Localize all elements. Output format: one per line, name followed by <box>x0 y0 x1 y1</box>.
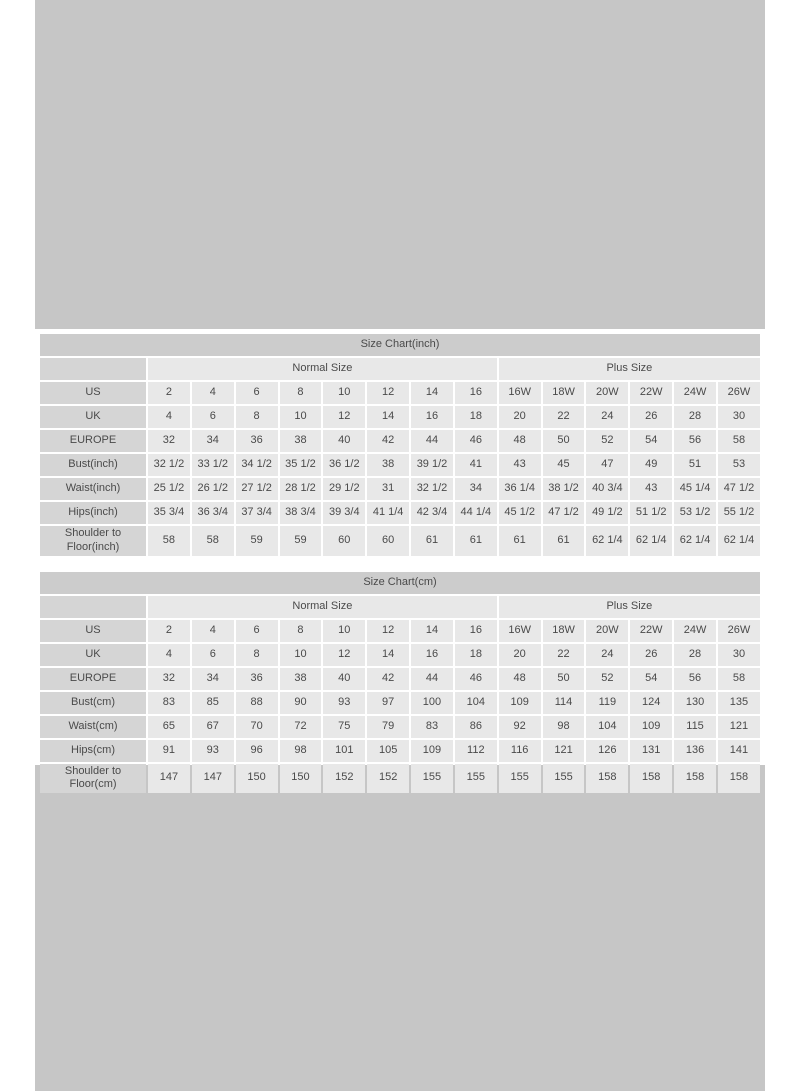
size-value-cell: 34 1/2 <box>236 454 278 476</box>
size-value-cell: 34 <box>192 668 234 690</box>
size-value-cell: 24 <box>586 644 628 666</box>
size-value-cell: 109 <box>411 740 453 762</box>
row-label: Bust(cm) <box>40 692 146 714</box>
size-value-cell: 51 <box>674 454 716 476</box>
size-value-cell: 27 1/2 <box>236 478 278 500</box>
group-header-row <box>40 596 760 618</box>
size-value-cell: 85 <box>192 692 234 714</box>
size-value-cell: 28 <box>674 644 716 666</box>
size-value-cell: 152 <box>323 764 365 794</box>
size-value-cell: 12 <box>367 620 409 642</box>
size-chart-section <box>35 329 765 791</box>
size-value-cell: 131 <box>630 740 672 762</box>
size-value-cell: 58 <box>718 430 760 452</box>
size-value-cell: 59 <box>236 526 278 556</box>
size-value-cell: 8 <box>236 644 278 666</box>
size-value-cell: 14 <box>411 382 453 404</box>
size-value-cell: 34 <box>192 430 234 452</box>
size-value-cell: 30 <box>718 644 760 666</box>
size-value-cell: 112 <box>455 740 497 762</box>
size-value-cell: 93 <box>192 740 234 762</box>
table-row <box>40 764 760 794</box>
size-value-cell: 24W <box>674 382 716 404</box>
size-value-cell: 12 <box>323 406 365 428</box>
size-value-cell: 10 <box>323 382 365 404</box>
size-value-cell: 4 <box>192 620 234 642</box>
size-value-cell: 22 <box>543 406 585 428</box>
size-value-cell: 41 <box>455 454 497 476</box>
row-label: Hips(inch) <box>40 502 146 524</box>
size-value-cell: 86 <box>455 716 497 738</box>
size-value-cell: 65 <box>148 716 190 738</box>
size-value-cell: 158 <box>630 764 672 794</box>
table-row <box>40 620 760 642</box>
table-row <box>40 382 760 404</box>
size-value-cell: 26 <box>630 406 672 428</box>
size-value-cell: 53 1/2 <box>674 502 716 524</box>
size-value-cell: 26W <box>718 382 760 404</box>
size-value-cell: 45 1/2 <box>499 502 541 524</box>
size-value-cell: 58 <box>148 526 190 556</box>
size-value-cell: 38 <box>367 454 409 476</box>
size-value-cell: 114 <box>543 692 585 714</box>
size-value-cell: 75 <box>323 716 365 738</box>
table-row <box>40 716 760 738</box>
size-value-cell: 96 <box>236 740 278 762</box>
size-value-cell: 16W <box>499 620 541 642</box>
table-row <box>40 478 760 500</box>
size-value-cell: 20W <box>586 620 628 642</box>
size-value-cell: 38 3/4 <box>280 502 322 524</box>
size-value-cell: 47 <box>586 454 628 476</box>
size-value-cell: 32 <box>148 430 190 452</box>
size-value-cell: 18W <box>543 382 585 404</box>
size-value-cell: 54 <box>630 668 672 690</box>
size-value-cell: 35 1/2 <box>280 454 322 476</box>
size-value-cell: 79 <box>367 716 409 738</box>
size-value-cell: 45 1/4 <box>674 478 716 500</box>
size-value-cell: 83 <box>148 692 190 714</box>
size-value-cell: 56 <box>674 430 716 452</box>
size-value-cell: 45 <box>543 454 585 476</box>
size-value-cell: 32 1/2 <box>411 478 453 500</box>
size-value-cell: 47 1/2 <box>543 502 585 524</box>
size-value-cell: 60 <box>367 526 409 556</box>
size-value-cell: 92 <box>499 716 541 738</box>
size-value-cell: 25 1/2 <box>148 478 190 500</box>
size-value-cell: 4 <box>192 382 234 404</box>
size-value-cell: 10 <box>280 644 322 666</box>
table-title-row <box>40 334 760 356</box>
size-value-cell: 35 3/4 <box>148 502 190 524</box>
size-value-cell: 14 <box>367 406 409 428</box>
size-value-cell: 52 <box>586 668 628 690</box>
size-value-cell: 62 1/4 <box>674 526 716 556</box>
size-value-cell: 67 <box>192 716 234 738</box>
size-value-cell: 18 <box>455 406 497 428</box>
row-label: Waist(inch) <box>40 478 146 500</box>
size-value-cell: 109 <box>499 692 541 714</box>
size-value-cell: 147 <box>192 764 234 794</box>
size-value-cell: 55 1/2 <box>718 502 760 524</box>
size-value-cell: 22W <box>630 620 672 642</box>
size-value-cell: 12 <box>367 382 409 404</box>
size-value-cell: 22W <box>630 382 672 404</box>
size-value-cell: 38 1/2 <box>543 478 585 500</box>
size-value-cell: 8 <box>280 382 322 404</box>
size-value-cell: 62 1/4 <box>630 526 672 556</box>
size-value-cell: 56 <box>674 668 716 690</box>
table-row <box>40 406 760 428</box>
size-value-cell: 14 <box>411 620 453 642</box>
size-value-cell: 105 <box>367 740 409 762</box>
size-value-cell: 36 3/4 <box>192 502 234 524</box>
size-value-cell: 40 3/4 <box>586 478 628 500</box>
size-value-cell: 147 <box>148 764 190 794</box>
size-value-cell: 22 <box>543 644 585 666</box>
size-value-cell: 18W <box>543 620 585 642</box>
size-value-cell: 58 <box>718 668 760 690</box>
size-value-cell: 6 <box>192 644 234 666</box>
size-value-cell: 29 1/2 <box>323 478 365 500</box>
size-value-cell: 50 <box>543 668 585 690</box>
size-value-cell: 24 <box>586 406 628 428</box>
group-header-row <box>40 358 760 380</box>
size-value-cell: 52 <box>586 430 628 452</box>
size-value-cell: 155 <box>543 764 585 794</box>
size-value-cell: 8 <box>236 406 278 428</box>
group-header-spacer <box>40 596 146 618</box>
size-value-cell: 31 <box>367 478 409 500</box>
size-value-cell: 32 <box>148 668 190 690</box>
size-value-cell: 152 <box>367 764 409 794</box>
size-value-cell: 32 1/2 <box>148 454 190 476</box>
size-value-cell: 42 <box>367 668 409 690</box>
size-value-cell: 6 <box>236 382 278 404</box>
size-value-cell: 62 1/4 <box>586 526 628 556</box>
size-value-cell: 98 <box>280 740 322 762</box>
size-value-cell: 72 <box>280 716 322 738</box>
size-value-cell: 62 1/4 <box>718 526 760 556</box>
size-chart-cm-table <box>38 570 762 796</box>
size-value-cell: 158 <box>674 764 716 794</box>
size-value-cell: 18 <box>455 644 497 666</box>
group-header-normal-size: Normal Size <box>148 358 497 380</box>
size-value-cell: 155 <box>411 764 453 794</box>
table-row <box>40 692 760 714</box>
row-label: US <box>40 382 146 404</box>
row-label: EUROPE <box>40 668 146 690</box>
size-value-cell: 26 <box>630 644 672 666</box>
size-chart-inch-table <box>38 332 762 558</box>
size-value-cell: 101 <box>323 740 365 762</box>
row-label: UK <box>40 644 146 666</box>
size-value-cell: 83 <box>411 716 453 738</box>
size-value-cell: 48 <box>499 668 541 690</box>
size-value-cell: 61 <box>455 526 497 556</box>
size-value-cell: 150 <box>280 764 322 794</box>
size-value-cell: 37 3/4 <box>236 502 278 524</box>
size-value-cell: 98 <box>543 716 585 738</box>
size-value-cell: 20 <box>499 644 541 666</box>
size-value-cell: 54 <box>630 430 672 452</box>
size-value-cell: 59 <box>280 526 322 556</box>
size-value-cell: 126 <box>586 740 628 762</box>
table-row <box>40 502 760 524</box>
size-value-cell: 155 <box>455 764 497 794</box>
size-value-cell: 8 <box>280 620 322 642</box>
table-row <box>40 430 760 452</box>
size-value-cell: 58 <box>192 526 234 556</box>
size-value-cell: 46 <box>455 668 497 690</box>
size-chart-title: Size Chart(cm) <box>40 572 760 594</box>
size-value-cell: 100 <box>411 692 453 714</box>
size-value-cell: 104 <box>455 692 497 714</box>
size-value-cell: 16 <box>455 620 497 642</box>
size-value-cell: 47 1/2 <box>718 478 760 500</box>
size-value-cell: 109 <box>630 716 672 738</box>
size-value-cell: 121 <box>543 740 585 762</box>
size-value-cell: 44 <box>411 430 453 452</box>
row-label: EUROPE <box>40 430 146 452</box>
table-row <box>40 740 760 762</box>
size-value-cell: 124 <box>630 692 672 714</box>
size-value-cell: 38 <box>280 430 322 452</box>
size-value-cell: 158 <box>586 764 628 794</box>
size-value-cell: 136 <box>674 740 716 762</box>
table-title-row <box>40 572 760 594</box>
size-value-cell: 16 <box>411 644 453 666</box>
size-value-cell: 121 <box>718 716 760 738</box>
size-value-cell: 61 <box>543 526 585 556</box>
row-label: Waist(cm) <box>40 716 146 738</box>
size-value-cell: 135 <box>718 692 760 714</box>
size-value-cell: 28 1/2 <box>280 478 322 500</box>
size-value-cell: 130 <box>674 692 716 714</box>
size-value-cell: 4 <box>148 644 190 666</box>
size-value-cell: 16 <box>455 382 497 404</box>
size-value-cell: 91 <box>148 740 190 762</box>
size-value-cell: 36 <box>236 668 278 690</box>
size-value-cell: 115 <box>674 716 716 738</box>
group-header-spacer <box>40 358 146 380</box>
size-value-cell: 46 <box>455 430 497 452</box>
size-value-cell: 36 1/4 <box>499 478 541 500</box>
size-value-cell: 40 <box>323 430 365 452</box>
row-label: US <box>40 620 146 642</box>
row-label: Hips(cm) <box>40 740 146 762</box>
size-value-cell: 42 <box>367 430 409 452</box>
size-value-cell: 60 <box>323 526 365 556</box>
size-value-cell: 53 <box>718 454 760 476</box>
group-header-normal-size: Normal Size <box>148 596 497 618</box>
size-value-cell: 61 <box>411 526 453 556</box>
table-row <box>40 526 760 556</box>
size-value-cell: 44 <box>411 668 453 690</box>
size-value-cell: 70 <box>236 716 278 738</box>
size-value-cell: 50 <box>543 430 585 452</box>
size-value-cell: 4 <box>148 406 190 428</box>
size-value-cell: 30 <box>718 406 760 428</box>
size-value-cell: 93 <box>323 692 365 714</box>
size-value-cell: 26 1/2 <box>192 478 234 500</box>
size-value-cell: 42 3/4 <box>411 502 453 524</box>
table-row <box>40 454 760 476</box>
size-value-cell: 90 <box>280 692 322 714</box>
row-label: Shoulder to Floor(inch) <box>40 526 146 556</box>
size-value-cell: 119 <box>586 692 628 714</box>
size-value-cell: 155 <box>499 764 541 794</box>
size-value-cell: 14 <box>367 644 409 666</box>
size-value-cell: 36 <box>236 430 278 452</box>
size-value-cell: 88 <box>236 692 278 714</box>
size-value-cell: 10 <box>280 406 322 428</box>
size-value-cell: 38 <box>280 668 322 690</box>
size-value-cell: 2 <box>148 620 190 642</box>
row-label: UK <box>40 406 146 428</box>
size-value-cell: 49 1/2 <box>586 502 628 524</box>
row-label: Shoulder to Floor(cm) <box>40 764 146 794</box>
size-value-cell: 6 <box>192 406 234 428</box>
table-row <box>40 668 760 690</box>
size-value-cell: 51 1/2 <box>630 502 672 524</box>
group-header-plus-size: Plus Size <box>499 596 760 618</box>
size-value-cell: 16W <box>499 382 541 404</box>
size-value-cell: 39 1/2 <box>411 454 453 476</box>
size-value-cell: 158 <box>718 764 760 794</box>
group-header-plus-size: Plus Size <box>499 358 760 380</box>
size-value-cell: 141 <box>718 740 760 762</box>
size-value-cell: 104 <box>586 716 628 738</box>
size-value-cell: 20 <box>499 406 541 428</box>
size-value-cell: 26W <box>718 620 760 642</box>
size-chart-title: Size Chart(inch) <box>40 334 760 356</box>
size-value-cell: 12 <box>323 644 365 666</box>
size-value-cell: 34 <box>455 478 497 500</box>
size-value-cell: 36 1/2 <box>323 454 365 476</box>
size-value-cell: 39 3/4 <box>323 502 365 524</box>
size-value-cell: 61 <box>499 526 541 556</box>
size-value-cell: 6 <box>236 620 278 642</box>
size-value-cell: 2 <box>148 382 190 404</box>
size-value-cell: 43 <box>499 454 541 476</box>
size-value-cell: 40 <box>323 668 365 690</box>
size-value-cell: 48 <box>499 430 541 452</box>
size-value-cell: 20W <box>586 382 628 404</box>
size-value-cell: 24W <box>674 620 716 642</box>
size-value-cell: 116 <box>499 740 541 762</box>
size-value-cell: 97 <box>367 692 409 714</box>
row-label: Bust(inch) <box>40 454 146 476</box>
size-value-cell: 49 <box>630 454 672 476</box>
size-value-cell: 43 <box>630 478 672 500</box>
size-value-cell: 28 <box>674 406 716 428</box>
size-value-cell: 41 1/4 <box>367 502 409 524</box>
size-value-cell: 44 1/4 <box>455 502 497 524</box>
size-value-cell: 10 <box>323 620 365 642</box>
size-value-cell: 16 <box>411 406 453 428</box>
size-value-cell: 150 <box>236 764 278 794</box>
size-value-cell: 33 1/2 <box>192 454 234 476</box>
table-row <box>40 644 760 666</box>
